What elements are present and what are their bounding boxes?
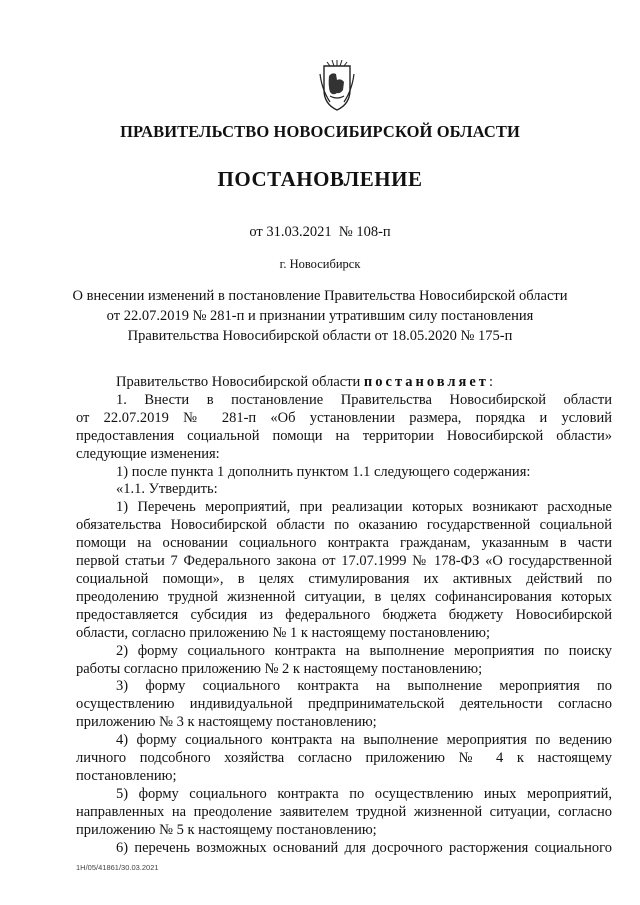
lead-text: Правительство Новосибирской области (116, 374, 364, 390)
body-line: постановлению; (76, 767, 177, 784)
body-line: личного подсобного хозяйства согласно приложению № 4 к настоящему (76, 750, 612, 767)
document-title (70, 286, 570, 346)
body-line: 4) форму социального контракта на выполнение мероприятия по ведению (116, 732, 612, 749)
body-line: предоставляется субсидия из федерального бюджета бюджету Новосибирской (76, 606, 612, 623)
body-line: 1. Внести в постановление Правительства Новосибирской области (116, 391, 612, 408)
document-number: № 108-п (338, 224, 391, 240)
lead-verb: постановляет (363, 374, 489, 390)
body-line: приложению № 3 к настоящему постановлению; (76, 714, 377, 731)
document-body (76, 374, 612, 857)
body-line: работы согласно приложению № 2 к настоящему постановлению; (76, 660, 483, 677)
body-line: социальной помощи», в целях стимулирования их активных действий по (76, 570, 612, 587)
lead-line (76, 374, 612, 392)
title-line: О внесении изменений в постановление Правительства Новосибирской области (72, 288, 568, 304)
body-line: «1.1. Утвердить: (116, 481, 218, 498)
body-line: от 22.07.2019 № 281-п «Об установлении размера, порядка и условий (76, 409, 612, 426)
body-line: преодолению трудной жизненной ситуации, в целях софинансирования которых (76, 588, 612, 605)
body-line: направленных на преодоление заявителем трудной жизненной ситуации, согласно (76, 803, 612, 820)
body-line: 1) после пункта 1 дополнить пунктом 1.1 следующего содержания: (116, 463, 531, 480)
footer-code: 1Н/05/41861/30.03.2021 (76, 863, 159, 872)
body-line: предоставления социальной помощи на территории Новосибирской области» (76, 427, 612, 444)
document-date-number (0, 224, 640, 241)
body-line: 6) перечень возможных оснований для досрочного расторжения социального (116, 839, 612, 856)
document-date: от 31.03.2021 (249, 224, 332, 240)
body-line: обязательства Новосибирской области по оказанию государственной социальной (76, 517, 612, 534)
body-line: области, согласно приложению № 1 к настоящему постановлению; (76, 624, 491, 641)
document-type: ПОСТАНОВЛЕНИЕ (217, 167, 423, 191)
body-line: 1) Перечень мероприятий, при реализации которых возникают расходные (116, 499, 612, 516)
title-line: от 22.07.2019 № 281-п и признании утратившим силу постановления (106, 308, 534, 324)
body-line: 5) форму социального контракта по осуществлению иных мероприятий, (116, 785, 612, 802)
lead-colon: : (488, 374, 493, 390)
document-city: г. Новосибирск (279, 257, 361, 271)
body-line: 3) форму социального контракта на выполнение мероприятия по (116, 678, 612, 695)
coat-of-arms-emblem (316, 60, 358, 112)
body-line: приложению № 5 к настоящему постановлению; (76, 821, 377, 838)
title-line: Правительства Новосибирской области от 18.05.2020 № 175-п (127, 328, 513, 344)
body-line: следующие изменения: (76, 445, 220, 462)
body-line: помощи на основании социального контракта гражданам, указанным в части (76, 535, 612, 552)
organization-name: ПРАВИТЕЛЬСТВО НОВОСИБИРСКОЙ ОБЛАСТИ (120, 122, 520, 141)
body-line: осуществлению индивидуальной предпринимательской деятельности согласно (76, 696, 612, 713)
body-line: первой статьи 7 Федерального закона от 17.07.1999 № 178-ФЗ «О государственной (76, 553, 612, 570)
body-line: 2) форму социального контракта на выполнение мероприятия по поиску (116, 642, 612, 659)
